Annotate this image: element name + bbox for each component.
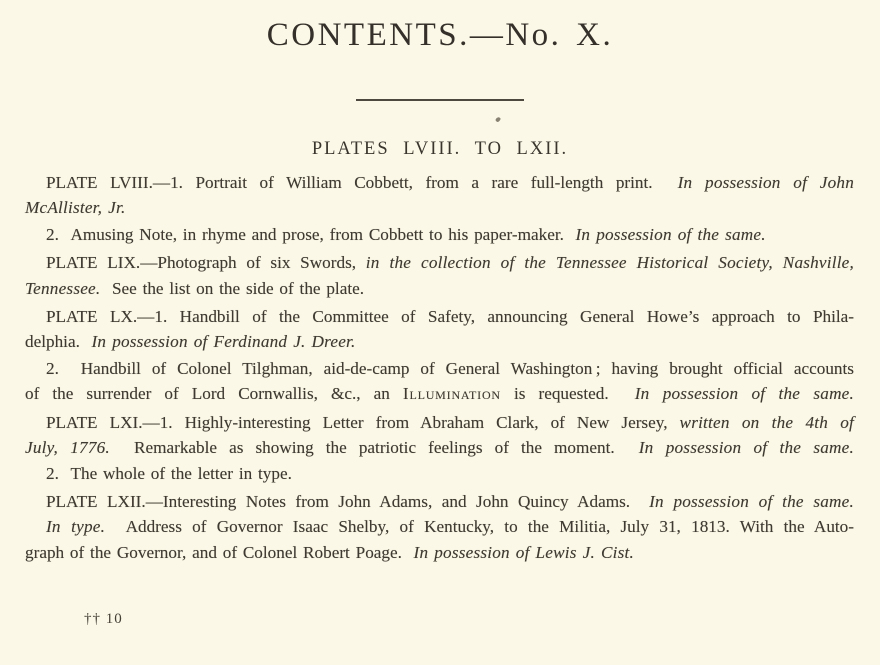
toc-entry [25,250,854,301]
signature-mark: †† 10 [84,611,123,627]
toc-line [25,195,854,220]
toc-line [25,304,854,329]
toc-entry [25,461,854,486]
body-text: graph of the Governor, and of Colonel Robert Poage. [25,542,414,562]
body-text: delphia. [25,332,92,352]
italic-text: In type. [46,517,106,537]
body-text: PLATE LIX.—Photograph of six Swords, [46,253,366,273]
italic-text: In possession of the same. [649,491,854,511]
page-title: CONTENTS.—No. X. [266,17,614,53]
toc-entries [0,170,880,565]
body-text: PLATE LXI.—1. Highly-interesting Letter from Abraham Clark, of New Jersey, [46,412,680,432]
body-text: 2. The whole of the letter in type. [46,464,292,484]
italic-text: McAllister, Jr. [25,198,126,218]
body-text: PLATE LVIII.—1. Portrait of William Cobbett, from a rare full-length print. [46,173,678,192]
toc-entry [25,356,854,407]
toc-entry [25,514,854,565]
body-text: 2. Handbill of Colonel Tilghman, aid-de-camp of General Washington ; having brought official accounts [46,358,854,378]
italic-text: In possession of Lewis J. Cist. [413,542,634,562]
italic-text: In possession of Ferdinand J. Dreer. [91,332,356,352]
toc-line [25,170,854,195]
body-text: 2. Amusing Note, in rhyme and prose, from Cobbett to his paper-maker. [46,224,576,244]
toc-line [25,381,854,406]
toc-line [25,410,854,435]
italic-text: July, 1776. [25,438,110,458]
body-text: is requested. [500,384,635,404]
body-text: Address of Governor Isaac Shelby, of Kentucky, to the Militia, July 31, 1813. With the Auto- [105,517,855,537]
body-text: of the surrender of Lord Cornwallis, &c., an [25,384,403,404]
italic-text: In possession of John [677,173,854,192]
body-text: Remarkable as showing the patriotic feelings of the moment. [109,438,639,458]
title-divider-rule [356,99,524,101]
toc-entry [25,410,854,461]
print-speck [495,116,501,122]
italic-text: Tennessee. [25,278,101,298]
body-text: PLATE LX.—1. Handbill of the Committee of Safety, announcing General Howe’s approach to Phila- [46,307,854,327]
toc-line [25,356,854,381]
body-text: See the list on the side of the plate. [100,278,365,298]
toc-entry [25,489,854,514]
italic-text: In possession of the same. [575,224,766,244]
italic-text: in the collection of the Tennessee Historical Society, Nashville, [365,253,854,273]
smallcaps-text: Illumination [402,384,501,404]
toc-line [25,461,854,486]
plates-subtitle: PLATES LVIII. TO LXII. [311,139,569,159]
italic-text: written on the 4th of [679,412,854,432]
toc-entry [25,222,854,247]
italic-text: In possession of the same. [638,438,854,458]
italic-text: In possession of the same. [634,384,855,404]
toc-line [25,514,854,539]
toc-entry [25,170,854,221]
toc-line [25,489,854,514]
toc-line [25,222,854,247]
toc-line [25,276,854,301]
toc-line [25,250,854,275]
toc-line [25,329,854,354]
toc-line [25,435,854,460]
toc-line [25,540,854,565]
toc-entry [25,304,854,355]
body-text: PLATE LXII.—Interesting Notes from John Adams, and John Quincy Adams. [46,491,650,511]
